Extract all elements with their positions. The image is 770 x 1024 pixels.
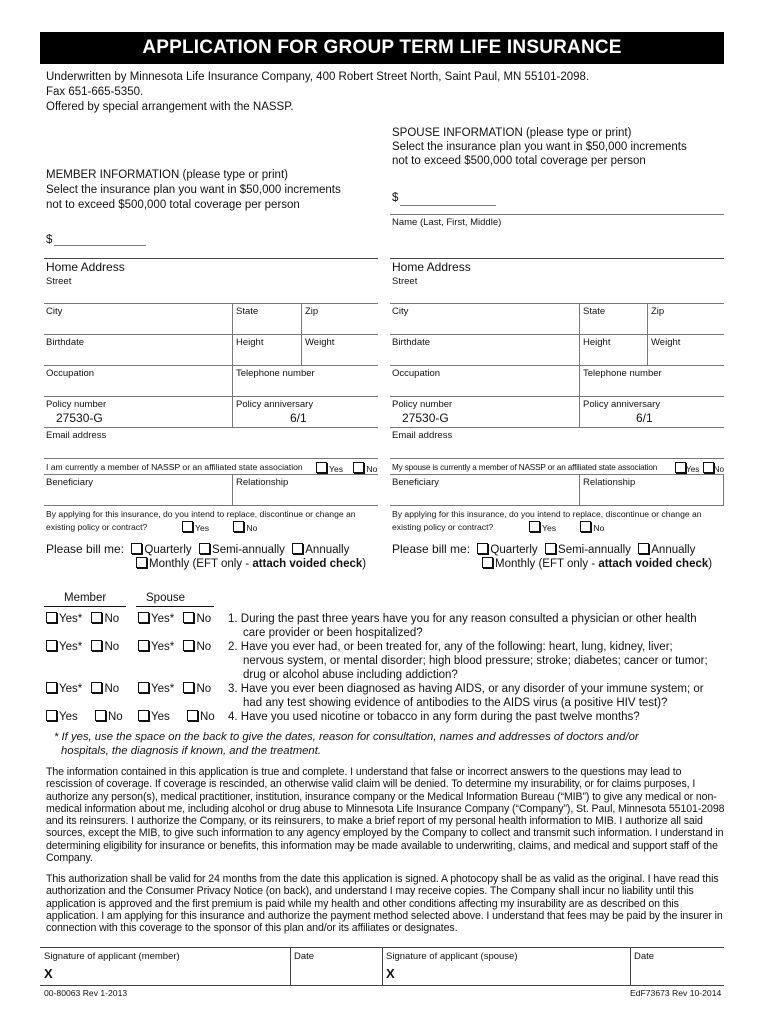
spouse-amount-line[interactable] [400,205,496,206]
member-relationship-label: Relationship [236,477,289,488]
spouse-email-label: Email address [392,430,453,441]
question-2-line2: nervous system, or mental disorder; high blood pressure; stroke; diabetes; cancer or tumor; [243,655,708,667]
q2-spouse-yes-label: Yes* [151,641,175,653]
member-telephone-label: Telephone number [236,368,315,379]
q2-member-no-checkbox[interactable] [91,640,102,651]
authorization-paragraph-2: This authorization shall be valid for 24 months from the date this application is signed. A photocopy shall be as valid as the original. I have read this authorization and the Consumer Privacy Notice (on back), and understand I may receive copies. The Company shall incur no liability until this application is approved and the first premium is paid while my health and other conditions affecting my insurability are as described on this application. I am applying for this insurance and authorize the payment method selected above. I understand that fees may be paid by the insurer in connection with this coverage to the sponsor of this plan and/or its affiliates or designates. [46,873,723,935]
question-1-line2: care provider or been hospitalized? [243,627,423,639]
q3-spouse-yes-label: Yes* [151,683,175,695]
spouse-signature-label: Signature of applicant (spouse) [386,951,518,962]
spouse-policy-anniversary: 6/1 [636,411,653,425]
member-home-address: Home Address [46,260,125,274]
member-attach-check-label: attach voided check [252,558,363,570]
member-policy-anniversary: 6/1 [290,411,307,425]
question-2-line3: drug or alcohol abuse including addiction? [243,669,458,681]
offered-text: Offered by special arrangement with the NASSP. [46,101,294,113]
spouse-policy-number: 27530-G [402,411,449,425]
member-semiannual-label: Semi-annually [212,544,285,556]
spouse-column-header: Spouse [146,592,186,604]
q2-spouse-no-checkbox[interactable] [183,640,194,651]
member-replace-question-2: existing policy or contract? [46,522,148,532]
q1-member-no-checkbox[interactable] [91,612,102,623]
q4-member-yes-label: Yes [59,711,78,723]
spouse-nassp-no-checkbox[interactable] [703,462,714,473]
q1-member-yes-checkbox[interactable] [46,612,57,623]
member-city-label: City [46,306,63,317]
spouse-replace-no-label: No [593,523,605,533]
member-replace-yes-checkbox[interactable] [182,521,193,532]
q2-member-yes-label: Yes* [59,641,83,653]
spouse-dollar: $ [392,192,399,204]
q4-spouse-yes-label: Yes [151,711,170,723]
spouse-zip-label: Zip [651,306,665,317]
q4-spouse-no-label: No [199,711,215,723]
member-nassp-no-label: No [366,464,378,474]
q3-spouse-no-checkbox[interactable] [183,682,194,693]
q3-member-yes-label: Yes* [59,683,83,695]
spouse-monthly-label: Monthly (EFT only - [495,558,599,570]
spouse-height-label: Height [583,337,611,348]
q3-member-yes-checkbox[interactable] [46,682,57,693]
q1-spouse-yes-label: Yes* [151,613,175,625]
member-weight-label: Weight [305,337,335,348]
spouse-replace-question-2: existing policy or contract? [392,522,494,532]
q1-member-no-label: No [104,613,120,625]
q2-member-yes-checkbox[interactable] [46,640,57,651]
member-monthly-close: ) [362,558,367,570]
spouse-weight-label: Weight [651,337,681,348]
q3-spouse-no-label: No [196,683,212,695]
question-1-line1: 1. During the past three years have you for any reason consulted a physician or other health [228,613,697,625]
yes-note-line1: * If yes, use the space on the back to give the dates, reason for consultation, names and addresses of doctors and/or [54,731,639,743]
spouse-policy-anniversary-label: Policy anniversary [583,399,661,410]
member-state-label: State [236,306,259,317]
spouse-plan-line1: Select the insurance plan you want in $50,000 increments [392,141,687,153]
member-zip-label: Zip [305,306,319,317]
spouse-replace-yes-label: Yes [542,523,557,533]
spouse-attach-check-label: attach voided check [598,558,709,570]
spouse-semiannual-checkbox[interactable] [545,543,556,554]
member-occupation-label: Occupation [46,368,95,379]
member-replace-question-1: By applying for this insurance, do you intend to replace, discontinue or change an [46,509,356,519]
member-email-label: Email address [46,430,107,441]
spouse-bill-me-label: Please bill me: [392,542,471,556]
spouse-monthly-checkbox[interactable] [482,557,493,568]
member-policy-anniversary-label: Policy anniversary [236,399,314,410]
spouse-beneficiary-label: Beneficiary [392,477,439,488]
spouse-annual-checkbox[interactable] [638,543,649,554]
yes-note-line2: hospitals, the diagnosis if known, and the treatment. [61,745,321,757]
spouse-nassp-no-label: No [713,465,725,474]
member-monthly-label: Monthly (EFT only - [149,558,253,570]
spouse-replace-question-1: By applying for this insurance, do you intend to replace, discontinue or change an [392,509,702,519]
q1-spouse-yes-checkbox[interactable] [138,612,149,623]
member-column-header: Member [64,592,107,604]
member-monthly-checkbox[interactable] [136,557,147,568]
member-nassp-yes-label: Yes [329,464,344,474]
member-replace-yes-label: Yes [195,523,210,533]
member-quarterly-label: Quarterly [144,544,192,556]
spouse-home-address: Home Address [392,260,471,274]
q4-member-yes-checkbox[interactable] [46,710,57,721]
member-replace-no-label: No [246,523,258,533]
spouse-nassp-yes-checkbox[interactable] [675,462,686,473]
spouse-nassp-question: My spouse is currently a member of NASSP or an affiliated state association [392,463,658,472]
q3-member-no-checkbox[interactable] [91,682,102,693]
authorization-paragraph-1: The information contained in this application is true and complete. I understand that false or incorrect answers to the questions may lead to rescission of coverage. If coverage is rescinded, an otherwise valid claim will be denied. To determine my insurability, or for claims purposes, I authorize any person(s), medical practitioner, institution, insurance company or the Medical Information Bureau (“MIB”) to give any medical or non-medical information about me, including alcohol or drug abuse to Minnesota Life Insurance Company (“Company”), St. Paul, Minnesota 55101-2098 and its reinsurers. I authorize the Company, or its reinsurers, to make a brief report of my personal health information to MIB. I authorize all said sources, except the MIB, to give such information to any agency employed by the Company to collect and transmit such information. I understand in determining eligibility for insurance or benefits, this information may be made available to underwriting, claims, and medical and support staff of the Company. [46,766,725,865]
member-semiannual-checkbox[interactable] [199,543,210,554]
spouse-quarterly-checkbox[interactable] [477,543,488,554]
q1-spouse-no-checkbox[interactable] [183,612,194,623]
spouse-monthly-close: ) [708,558,713,570]
q4-spouse-yes-checkbox[interactable] [138,710,149,721]
member-heading: MEMBER INFORMATION (please type or print) [46,169,288,181]
member-nassp-no-checkbox[interactable] [353,462,364,473]
member-signature-field[interactable]: X [44,966,53,981]
member-plan-line2: not to exceed $500,000 total coverage per person [46,199,300,211]
q1-member-yes-label: Yes* [59,613,83,625]
member-replace-no-checkbox[interactable] [233,521,244,532]
member-annual-label: Annually [305,544,350,556]
q1-spouse-no-label: No [196,613,212,625]
fax-text: Fax 651-665-5350. [46,86,144,98]
spouse-date-label: Date [634,951,655,962]
spouse-annual-label: Annually [651,544,696,556]
q4-spouse-no-checkbox[interactable] [187,710,198,721]
form-title: APPLICATION FOR GROUP TERM LIFE INSURANCE [40,32,724,64]
member-bill-me-label: Please bill me: [46,542,125,556]
spouse-relationship-label: Relationship [583,477,636,488]
spouse-signature-field[interactable]: X [386,966,395,981]
member-height-label: Height [236,337,264,348]
question-4: 4. Have you used nicotine or tobacco in any form during the past twelve months? [228,711,640,723]
member-policy-number: 27530-G [56,411,103,425]
spouse-semiannual-label: Semi-annually [558,544,631,556]
spouse-city-label: City [392,306,409,317]
spouse-street-label: Street [392,276,418,287]
question-2-line1: 2. Have you ever had, or been treated for, any of the following: heart, lung, kidney, liver; [228,641,673,653]
spouse-heading: SPOUSE INFORMATION (please type or print) [392,127,632,139]
question-3-line1: 3. Have you ever been diagnosed as having AIDS, or any disorder of your immune system; or [228,683,704,695]
spouse-replace-yes-checkbox[interactable] [529,521,540,532]
spouse-occupation-label: Occupation [392,368,441,379]
footer-left-code: 00-80063 Rev 1-2013 [44,988,128,998]
spouse-birthdate-label: Birthdate [392,337,431,348]
q2-spouse-no-label: No [196,641,212,653]
question-3-line2: had any test showing evidence of antibodies to the AIDS virus (a positive HIV test)? [243,697,668,709]
q2-spouse-yes-checkbox[interactable] [138,640,149,651]
member-nassp-yes-checkbox[interactable] [316,462,327,473]
q4-member-no-checkbox[interactable] [95,710,106,721]
q3-member-no-label: No [104,683,120,695]
member-annual-checkbox[interactable] [292,543,303,554]
q3-spouse-yes-checkbox[interactable] [138,682,149,693]
spouse-quarterly-label: Quarterly [490,544,538,556]
member-policy-number-label: Policy number [46,399,107,410]
spouse-plan-line2: not to exceed $500,000 total coverage per person [392,155,646,167]
spouse-policy-number-label: Policy number [392,399,453,410]
spouse-replace-no-checkbox[interactable] [580,521,591,532]
member-birthdate-label: Birthdate [46,337,85,348]
member-street-label: Street [46,276,72,287]
q4-member-no-label: No [107,711,123,723]
member-beneficiary-label: Beneficiary [46,477,93,488]
underwriter-text: Underwritten by Minnesota Life Insurance Company, 400 Robert Street North, Saint Paul, MN 55101-2098. [46,71,590,83]
footer-right-code: EdF73673 Rev 10-2014 [630,988,722,998]
member-nassp-question: I am currently a member of NASSP or an affiliated state association [46,462,303,472]
spouse-name-label: Name (Last, First, Middle) [392,217,502,228]
member-amount-line[interactable] [54,245,146,246]
member-quarterly-checkbox[interactable] [131,543,142,554]
spouse-nassp-yes-label: Yes [686,465,700,474]
member-dollar: $ [46,234,53,246]
member-signature-label: Signature of applicant (member) [44,951,180,962]
member-plan-line1: Select the insurance plan you want in $50,000 increments [46,184,341,196]
q2-member-no-label: No [104,641,120,653]
spouse-telephone-label: Telephone number [583,368,662,379]
spouse-state-label: State [583,306,606,317]
member-date-label: Date [294,951,315,962]
